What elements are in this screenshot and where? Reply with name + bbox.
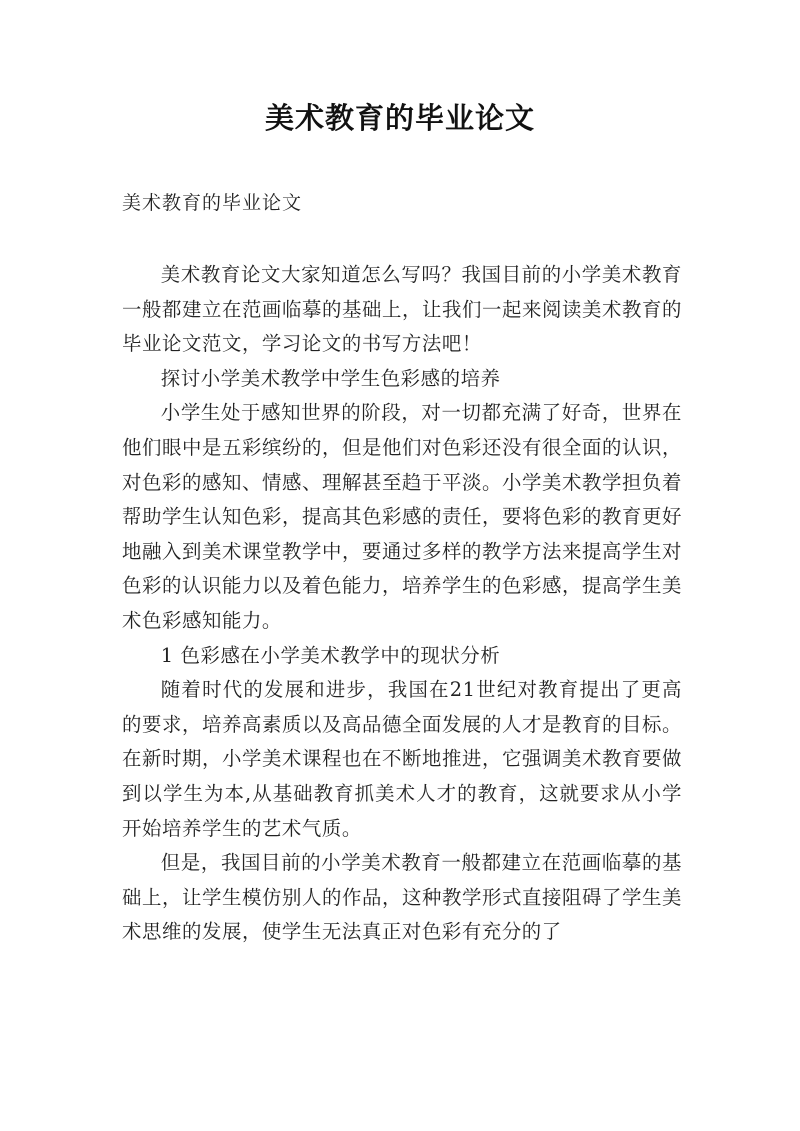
- intro-paragraph: 美术教育论文大家知道怎么写吗？我国目前的小学美术教育一般都建立在范画临摹的基础上，让我们一起来阅读美术教育的毕业论文范文，学习论文的书写方法吧！: [122, 263, 682, 356]
- section-heading-topic: 探讨小学美术教学中学生色彩感的培养: [160, 366, 501, 390]
- document-title: 美术教育的毕业论文: [264, 101, 535, 135]
- document-subtitle: 美术教育的毕业论文: [122, 192, 303, 214]
- body-paragraph: 随着时代的发展和进步，我国在21世纪对教育提出了更高的要求，培养高素质以及高品德全面发展的人才是教育的目标。在新时期，小学美术课程也在不断地推进，它强调美术教育要做到以学生为本,从基础教育抓美术人才的教育，这就要求从小学开始培养学生的艺术气质。: [122, 678, 682, 840]
- section-heading-1: 1 色彩感在小学美术教学中的现状分析: [160, 643, 501, 667]
- document-body: [122, 258, 682, 950]
- body-paragraph: 但是，我国目前的小学美术教育一般都建立在范画临摹的基础上，让学生模仿别人的作品，这种教学形式直接阻碍了学生美术思维的发展，使学生无法真正对色彩有充分的了: [122, 851, 682, 944]
- body-paragraph: 小学生处于感知世界的阶段，对一切都充满了好奇，世界在他们眼中是五彩缤纷的，但是他们对色彩还没有很全面的认识，对色彩的感知、情感、理解甚至趋于平淡。小学美术教学担负着帮助学生认知色彩，提高其色彩感的责任，要将色彩的教育更好地融入到美术课堂教学中，要通过多样的教学方法来提高学生对色彩的认识能力以及着色能力，培养学生的色彩感，提高学生美术色彩感知能力。: [122, 401, 682, 632]
